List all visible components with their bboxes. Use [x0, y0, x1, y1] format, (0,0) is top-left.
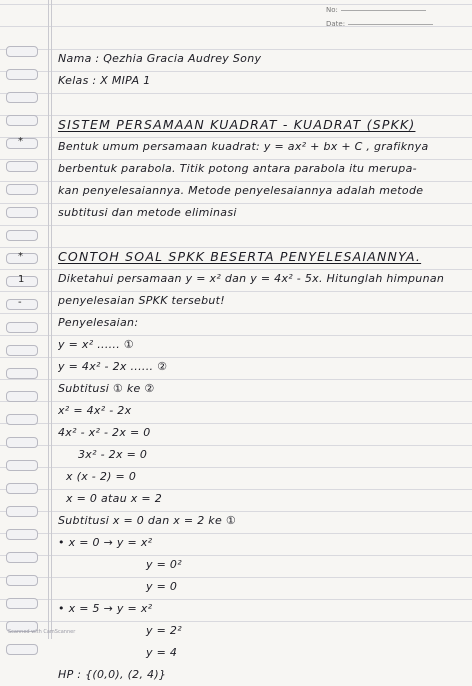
binder-hole	[6, 506, 38, 517]
binder-hole	[6, 644, 38, 655]
margin-mark: -	[18, 297, 22, 308]
binder-hole	[6, 598, 38, 609]
solution-label: Penyelesaian:	[58, 316, 139, 329]
student-name: Nama : Qezhia Gracia Audrey Sony	[58, 52, 262, 65]
equation-line: • x = 0 → y = x²	[58, 536, 153, 549]
binder-hole	[6, 345, 38, 356]
equation-line: x = 0 atau x = 2	[66, 492, 162, 505]
binder-hole	[6, 575, 38, 586]
text-line: berbentuk parabola. Titik potong antara parabola itu merupa-	[58, 162, 417, 175]
equation-line: y = 0	[146, 580, 178, 593]
margin-mark: 1	[18, 274, 25, 285]
equation-line: x (x - 2) = 0	[66, 470, 137, 483]
binder-hole	[6, 391, 38, 402]
equation-line: y = 2²	[146, 624, 182, 637]
text-line: kan penyelesaiannya. Metode penyelesaiannya adalah metode	[58, 184, 424, 197]
binder-hole	[6, 276, 38, 287]
problem-line: Diketahui persamaan y = x² dan y = 4x² - 5x. Hitunglah himpunan	[58, 272, 445, 285]
binder-hole	[6, 230, 38, 241]
date-rule	[348, 24, 433, 25]
no-label: No:	[326, 6, 338, 14]
equation-line: y = x² ...... ①	[58, 338, 134, 351]
example-title: CONTOH SOAL SPKK BESERTA PENYELESAIANNYA.	[58, 249, 422, 264]
date-field	[326, 20, 433, 28]
equation-line: 3x² - 2x = 0	[78, 448, 148, 461]
section-title: SISTEM PERSAMAAN KUADRAT - KUADRAT (SPKK)	[58, 117, 416, 132]
equation-line: y = 0²	[146, 558, 182, 571]
binder-hole	[6, 322, 38, 333]
margin-mark: *	[18, 136, 23, 147]
no-field	[326, 6, 433, 14]
binder-hole	[6, 460, 38, 471]
equation-line: x² = 4x² - 2x	[58, 404, 132, 417]
blank-line	[58, 92, 458, 114]
binder-hole	[6, 69, 38, 80]
date-label: Date:	[326, 20, 346, 28]
step-line: Subtitusi x = 0 dan x = 2 ke ①	[58, 514, 236, 527]
equation-line: y = 4	[146, 646, 178, 659]
no-rule	[341, 10, 426, 11]
text-line: Bentuk umum persamaan kuadrat: y = ax² + bx + C , grafiknya	[58, 140, 429, 153]
binder-hole	[6, 207, 38, 218]
equation-line: 4x² - x² - 2x = 0	[58, 426, 151, 439]
binder-hole	[6, 138, 38, 149]
equation-line: • x = 5 → y = x²	[58, 602, 153, 615]
handwritten-notes	[58, 48, 458, 686]
binder-hole	[6, 253, 38, 264]
binder-holes	[6, 46, 42, 667]
text-line: subtitusi dan metode eliminasi	[58, 206, 237, 219]
binder-hole	[6, 483, 38, 494]
step-line: Subtitusi ① ke ②	[58, 382, 155, 395]
problem-line: penyelesaian SPKK tersebut!	[58, 294, 225, 307]
binder-hole	[6, 414, 38, 425]
binder-hole	[6, 552, 38, 563]
binder-hole	[6, 115, 38, 126]
binder-hole	[6, 529, 38, 540]
binder-hole	[6, 368, 38, 379]
binder-hole	[6, 184, 38, 195]
binder-hole	[6, 437, 38, 448]
binder-hole	[6, 46, 38, 57]
scanner-watermark: Scanned with CamScanner	[8, 629, 76, 635]
binder-hole	[6, 92, 38, 103]
header-fields	[326, 6, 433, 34]
binder-hole	[6, 299, 38, 310]
answer-line: HP : {(0,0), (2, 4)}	[58, 668, 167, 681]
margin-line	[51, 0, 52, 639]
margin-mark: *	[18, 251, 23, 262]
margin-line	[48, 0, 49, 639]
student-class: Kelas : X MIPA 1	[58, 74, 151, 87]
equation-line: y = 4x² - 2x ...... ②	[58, 360, 168, 373]
blank-line	[58, 224, 458, 246]
binder-hole	[6, 161, 38, 172]
